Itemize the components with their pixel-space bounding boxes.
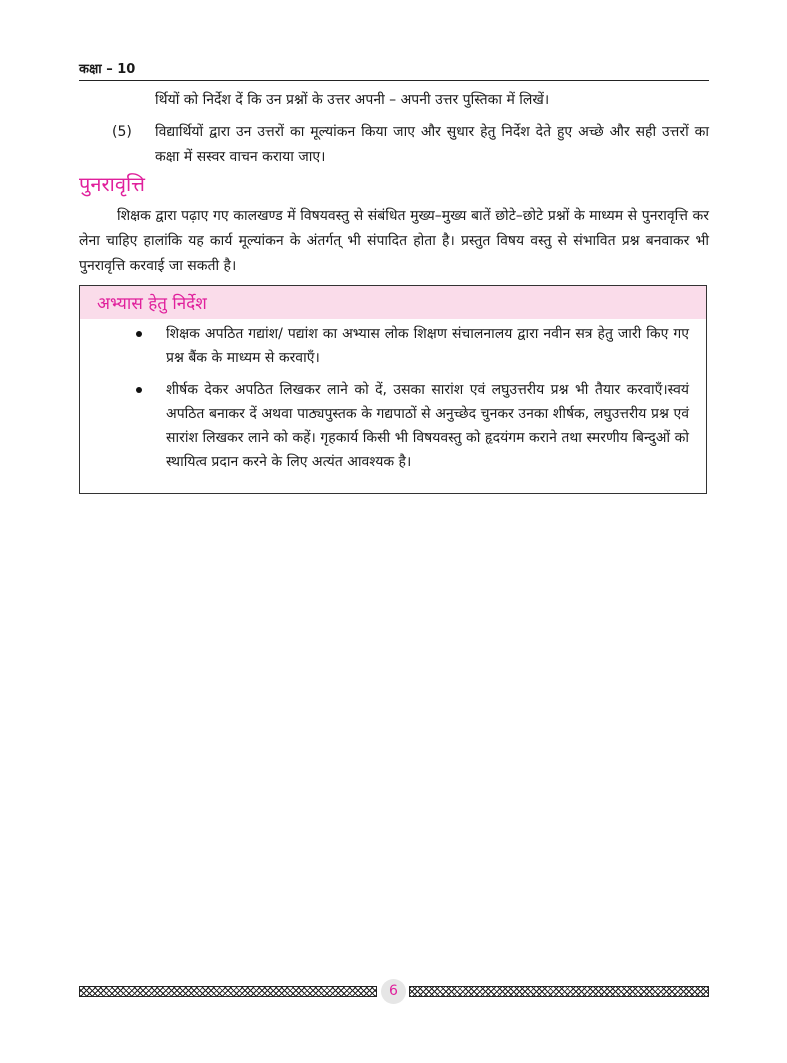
list-item-text: शिक्षक अपठित गद्यांश/ पद्यांश का अभ्यास लोक शिक्षण संचालनालय द्वारा नवीन सत्र हेतु जारी किए गए प्रश्न बैंक के माध्यम से करवाएँ। [166,326,689,366]
list-item [80,322,706,370]
bullet-icon [136,387,142,393]
page-footer [79,981,709,1003]
list-item [80,378,706,474]
item-number: (5) [112,124,132,140]
practice-instructions-box [79,285,707,494]
page-header [79,58,709,81]
bullet-icon [136,331,142,337]
class-label: कक्षा – 10 [79,62,136,77]
page-number: 6 [381,979,406,1004]
revision-paragraph: शिक्षक द्वारा पढ़ाए गए कालखण्ड में विषयवस्तु से संबंधित मुख्य–मुख्य बातें छोटे–छोटे प्रश्नों के माध्यम से पुनरावृत्ति कर लेना चाहिए हालांकि यह कार्य मूल्यांकन के अंतर्गत् भी संपादित होता है। प्रस्तुत विषय वस्तु से संभावित प्रश्न बनवाकर भी पुनरावृत्ति करवाई जा सकती है। [79,208,709,274]
item-text: विद्यार्थियों द्वारा उन उत्तरों का मूल्यांकन किया जाए और सुधार हेतु निर्देश देते हुए अच्छे और सही उत्तरों का कक्षा में सस्वर वाचन कराया जाए। [155,124,709,165]
list-item-text: शीर्षक देकर अपठित लिखकर लाने को दें, उसका सारांश एवं लघुउत्तरीय प्रश्न भी तैयार करवाएँ।स्वयं अपठित बनाकर दें अथवा पाठ्यपुस्तक के गद्यपाठों से अनुच्छेद चुनकर उनका शीर्षक, लघुउत्तरीय प्रश्न एवं सारांश लिखकर लाने को कहें। गृहकार्य किसी भी विषयवस्तु को हृदयंगम कराने तथा स्मरणीय बिन्दुओं को स्थायित्व प्रदान करने के लिए अत्यंत आवश्यक है। [166,382,689,470]
footer-ornament-left [79,986,377,997]
box-header [80,286,706,319]
numbered-item-5 [112,120,709,170]
footer-ornament-right [409,986,709,997]
revision-heading: पुनरावृत्ति [79,172,145,196]
box-title: अभ्यास हेतु निर्देश [97,294,207,314]
instruction-list [80,322,706,482]
continuation-paragraph: र्थियों को निर्देश दें कि उन प्रश्नों के उत्तर अपनी – अपनी उत्तर पुस्तिका में लिखें। [155,92,550,108]
